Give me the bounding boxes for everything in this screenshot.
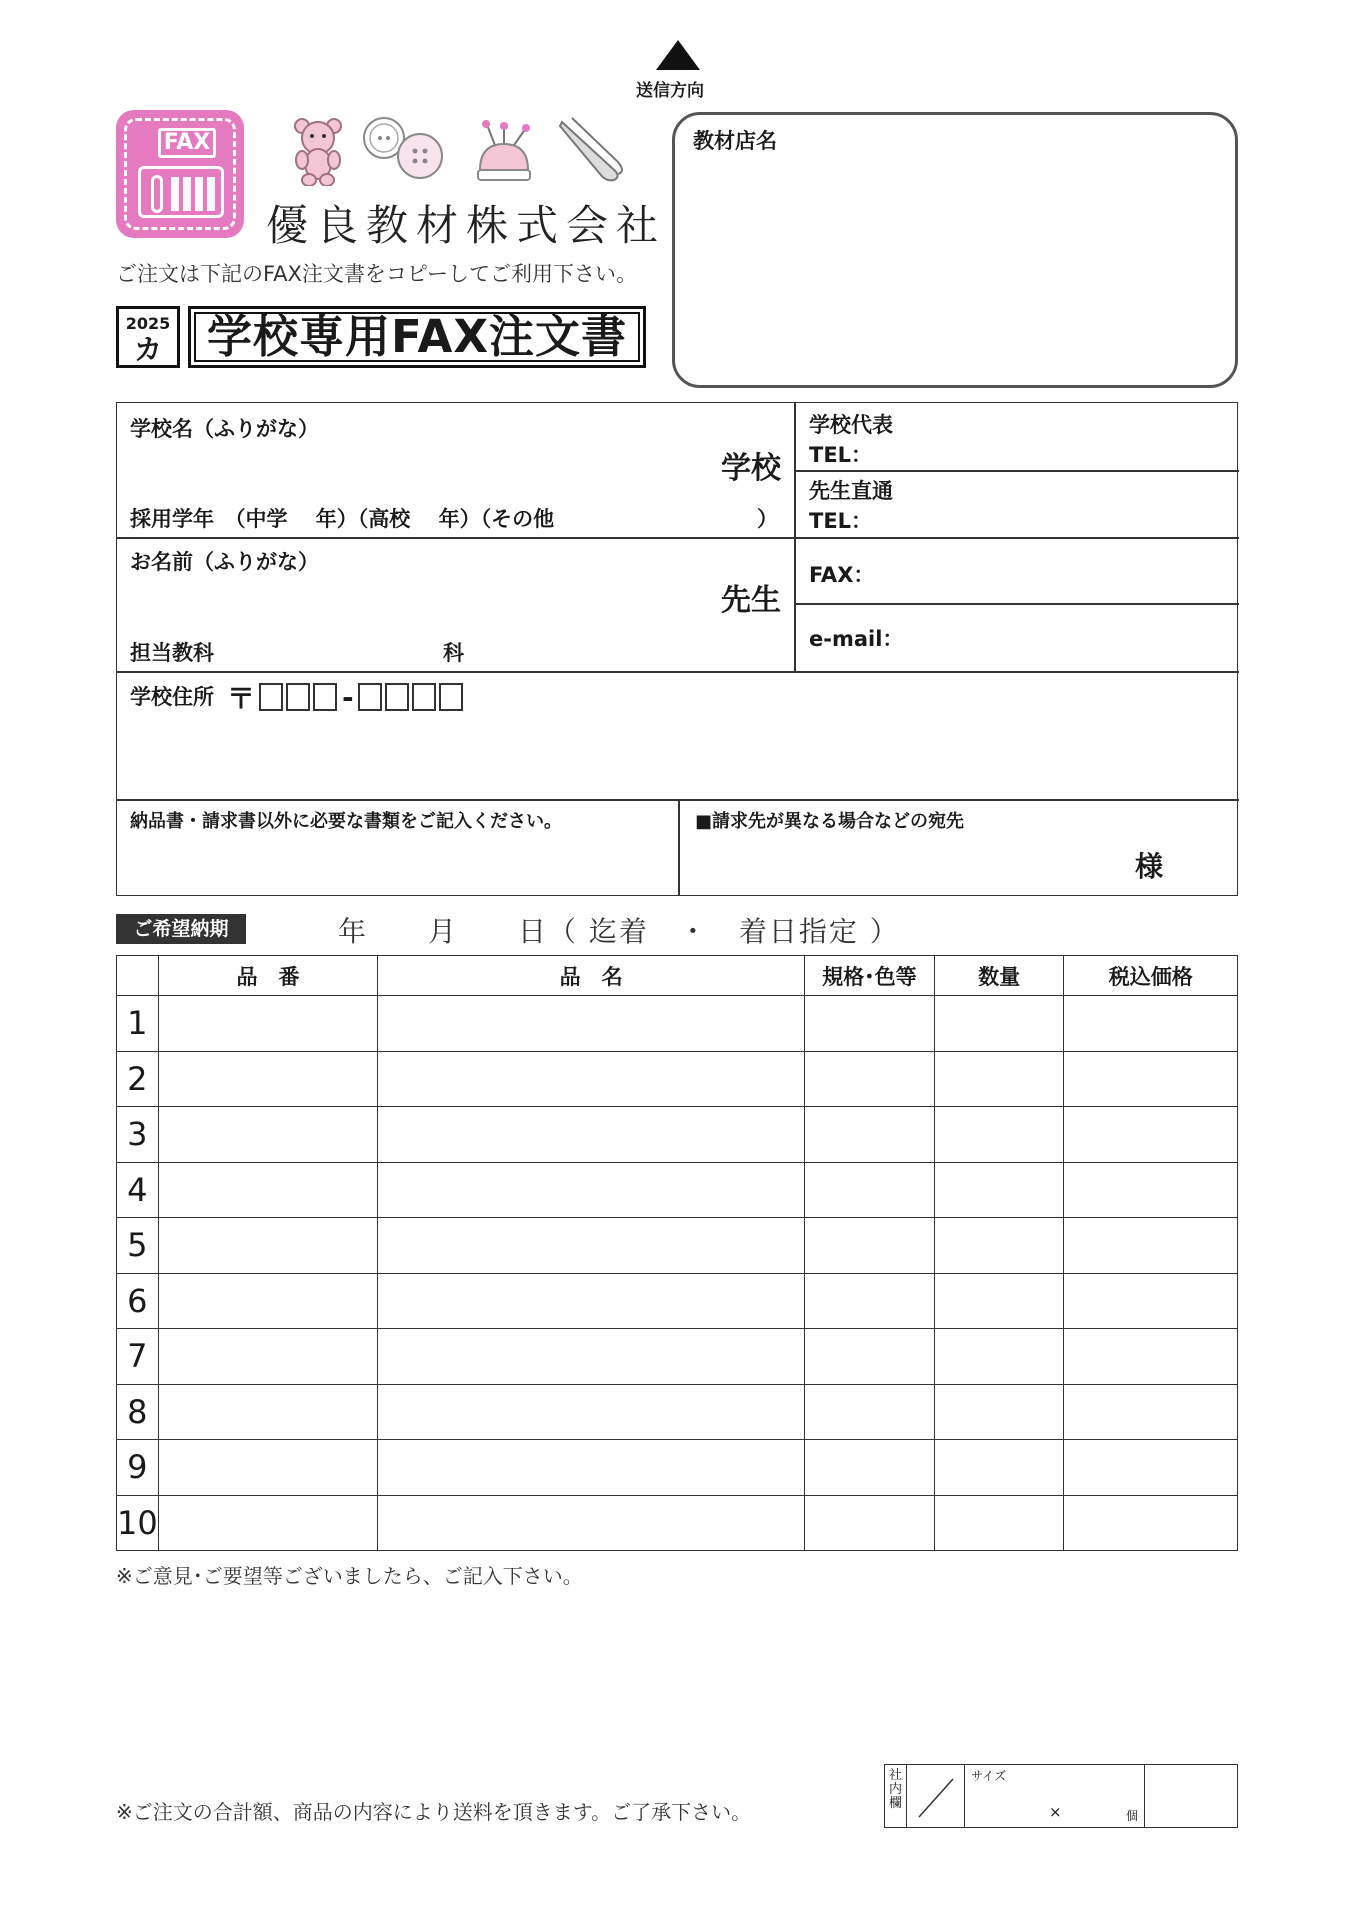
table-row xyxy=(117,996,1238,1052)
quantity-cell[interactable] xyxy=(934,1107,1064,1163)
internal-size-cell xyxy=(965,1765,1145,1827)
header-row-number xyxy=(117,956,159,996)
internal-size-label: サイズ xyxy=(971,1769,1007,1783)
item-name-cell[interactable] xyxy=(378,1051,805,1107)
company-name: 優良教材株式会社 xyxy=(266,201,667,250)
row-number: 6 xyxy=(117,1273,159,1329)
quantity-cell[interactable] xyxy=(934,1384,1064,1440)
shop-name-box[interactable] xyxy=(672,112,1238,388)
item-name-cell[interactable] xyxy=(378,1495,805,1551)
header-item-name: 品 名 xyxy=(378,956,805,996)
page-title: 学校専用FAX注文書 xyxy=(188,306,646,368)
quantity-cell[interactable] xyxy=(934,1218,1064,1274)
table-row xyxy=(117,1495,1238,1551)
spec-cell[interactable] xyxy=(805,1051,935,1107)
teacher-direct-tel-field[interactable] xyxy=(795,471,1239,537)
row-number: 5 xyxy=(117,1218,159,1274)
documents-label: 納品書・請求書以外に必要な書類をご記入ください。 xyxy=(130,811,562,832)
school-rep-label: 学校代表 xyxy=(809,413,893,437)
title-kana: カ xyxy=(133,333,162,366)
delivery-date-field[interactable]: 年 月 日（ 迄着 ・ 着日指定 ） xyxy=(338,915,900,948)
teddy-bear-icon xyxy=(290,116,346,186)
top-note: ご注文は下記のFAX注文書をコピーしてご利用下さい。 xyxy=(116,262,638,286)
teacher-suffix: 先生 xyxy=(721,583,781,618)
buttons-icon xyxy=(360,116,446,180)
email-label: e-mail： xyxy=(809,627,904,651)
quantity-cell[interactable] xyxy=(934,1440,1064,1496)
remark-note: ※ご意見･ご要望等ございましたら、ご記入下さい。 xyxy=(116,1564,583,1588)
price-cell[interactable] xyxy=(1064,996,1238,1052)
order-table xyxy=(116,955,1238,1551)
quantity-cell[interactable] xyxy=(934,1051,1064,1107)
price-cell[interactable] xyxy=(1064,1495,1238,1551)
table-row xyxy=(117,1273,1238,1329)
shipping-note: ※ご注文の合計額、商品の内容により送料を頂きます。ご了承下さい。 xyxy=(116,1800,752,1824)
item-code-cell[interactable] xyxy=(158,996,377,1052)
price-cell[interactable] xyxy=(1064,1218,1238,1274)
item-name-cell[interactable] xyxy=(378,1440,805,1496)
billing-field[interactable] xyxy=(680,801,1239,896)
item-code-cell[interactable] xyxy=(158,1051,377,1107)
header-price: 税込価格 xyxy=(1064,956,1238,996)
documents-field[interactable] xyxy=(117,801,677,896)
price-cell[interactable] xyxy=(1064,1107,1238,1163)
grade-line: 採用学年 （中学 年）（高校 年）（その他 xyxy=(130,507,555,531)
spec-cell[interactable] xyxy=(805,1218,935,1274)
table-row xyxy=(117,1384,1238,1440)
school-rep-tel-label: TEL： xyxy=(809,443,873,467)
price-cell[interactable] xyxy=(1064,1051,1238,1107)
postal-code-boxes[interactable]: 〒 - xyxy=(227,677,466,717)
fax-logo-text: FAX xyxy=(158,128,216,158)
internal-unit: 個 xyxy=(1125,1809,1138,1823)
internal-times: × xyxy=(1049,1803,1062,1821)
pin-cushion-icon xyxy=(472,120,536,184)
price-cell[interactable] xyxy=(1064,1329,1238,1385)
table-row xyxy=(117,1440,1238,1496)
table-row xyxy=(117,1051,1238,1107)
quantity-cell[interactable] xyxy=(934,1495,1064,1551)
header-quantity: 数量 xyxy=(934,956,1064,996)
internal-use-box xyxy=(884,1764,1238,1828)
teacher-direct-tel-label: TEL： xyxy=(809,509,873,533)
table-row xyxy=(117,1162,1238,1218)
table-row xyxy=(117,1107,1238,1163)
table-row xyxy=(117,1329,1238,1385)
item-code-cell[interactable] xyxy=(158,1440,377,1496)
postal-mark: 〒 xyxy=(227,682,256,715)
spec-cell[interactable] xyxy=(805,1495,935,1551)
internal-check-cell xyxy=(907,1765,965,1827)
price-cell[interactable] xyxy=(1064,1440,1238,1496)
address-label: 学校住所 xyxy=(130,685,214,709)
school-name-field[interactable] xyxy=(117,403,793,536)
item-name-cell[interactable] xyxy=(378,1273,805,1329)
school-rep-tel-field[interactable] xyxy=(795,403,1239,469)
quantity-cell[interactable] xyxy=(934,996,1064,1052)
header-spec: 規格･色等 xyxy=(805,956,935,996)
price-cell[interactable] xyxy=(1064,1273,1238,1329)
school-name-label: 学校名（ふりがな） xyxy=(130,417,319,441)
item-code-cell[interactable] xyxy=(158,1218,377,1274)
item-name-cell[interactable] xyxy=(378,996,805,1052)
price-cell[interactable] xyxy=(1064,1384,1238,1440)
spec-cell[interactable] xyxy=(805,1440,935,1496)
billing-sama: 様 xyxy=(1135,850,1164,883)
price-cell[interactable] xyxy=(1064,1162,1238,1218)
item-name-cell[interactable] xyxy=(378,1384,805,1440)
item-code-cell[interactable] xyxy=(158,1495,377,1551)
grade-close: ） xyxy=(757,507,778,531)
thread-snips-icon xyxy=(556,114,626,184)
quantity-cell[interactable] xyxy=(934,1273,1064,1329)
spec-cell[interactable] xyxy=(805,1384,935,1440)
row-number: 9 xyxy=(117,1440,159,1496)
item-name-cell[interactable] xyxy=(378,1329,805,1385)
row-number: 7 xyxy=(117,1329,159,1385)
send-direction-label: 送信方向 xyxy=(636,81,704,101)
email-field[interactable] xyxy=(795,605,1239,671)
internal-use-label: 社内欄 xyxy=(885,1765,907,1827)
fax-label: FAX： xyxy=(809,563,875,587)
title-year-box xyxy=(116,306,180,368)
billing-label: ■請求先が異なる場合などの宛先 xyxy=(695,811,965,832)
send-direction-arrow-icon xyxy=(656,40,700,70)
table-row xyxy=(117,1218,1238,1274)
subject-label: 担当教科 xyxy=(130,641,214,665)
row-number: 4 xyxy=(117,1162,159,1218)
order-table-header xyxy=(117,956,1238,996)
fax-logo-icon xyxy=(116,110,244,238)
item-name-cell[interactable] xyxy=(378,1107,805,1163)
spec-cell[interactable] xyxy=(805,996,935,1052)
row-number: 2 xyxy=(117,1051,159,1107)
item-code-cell[interactable] xyxy=(158,1273,377,1329)
spec-cell[interactable] xyxy=(805,1107,935,1163)
header-item-code: 品 番 xyxy=(158,956,377,996)
item-name-cell[interactable] xyxy=(378,1162,805,1218)
shop-name-label: 教材店名 xyxy=(693,129,777,153)
row-number: 3 xyxy=(117,1107,159,1163)
delivery-badge: ご希望納期 xyxy=(116,914,246,944)
customer-info-table xyxy=(116,402,1238,896)
teacher-name-field[interactable] xyxy=(117,539,793,669)
spec-cell[interactable] xyxy=(805,1329,935,1385)
spec-cell[interactable] xyxy=(805,1162,935,1218)
item-name-cell[interactable] xyxy=(378,1218,805,1274)
teacher-direct-label: 先生直通 xyxy=(809,479,893,503)
teacher-name-label: お名前（ふりがな） xyxy=(130,550,319,574)
item-code-cell[interactable] xyxy=(158,1107,377,1163)
item-code-cell[interactable] xyxy=(158,1384,377,1440)
school-suffix: 学校 xyxy=(721,451,781,486)
item-code-cell[interactable] xyxy=(158,1329,377,1385)
item-code-cell[interactable] xyxy=(158,1162,377,1218)
quantity-cell[interactable] xyxy=(934,1329,1064,1385)
title-year: 2025 xyxy=(125,314,171,333)
address-field[interactable] xyxy=(117,713,1239,797)
quantity-cell[interactable] xyxy=(934,1162,1064,1218)
row-number: 8 xyxy=(117,1384,159,1440)
fax-field[interactable] xyxy=(795,539,1239,603)
row-number: 10 xyxy=(117,1495,159,1551)
row-number: 1 xyxy=(117,996,159,1052)
subject-suffix: 科 xyxy=(443,641,464,665)
spec-cell[interactable] xyxy=(805,1273,935,1329)
